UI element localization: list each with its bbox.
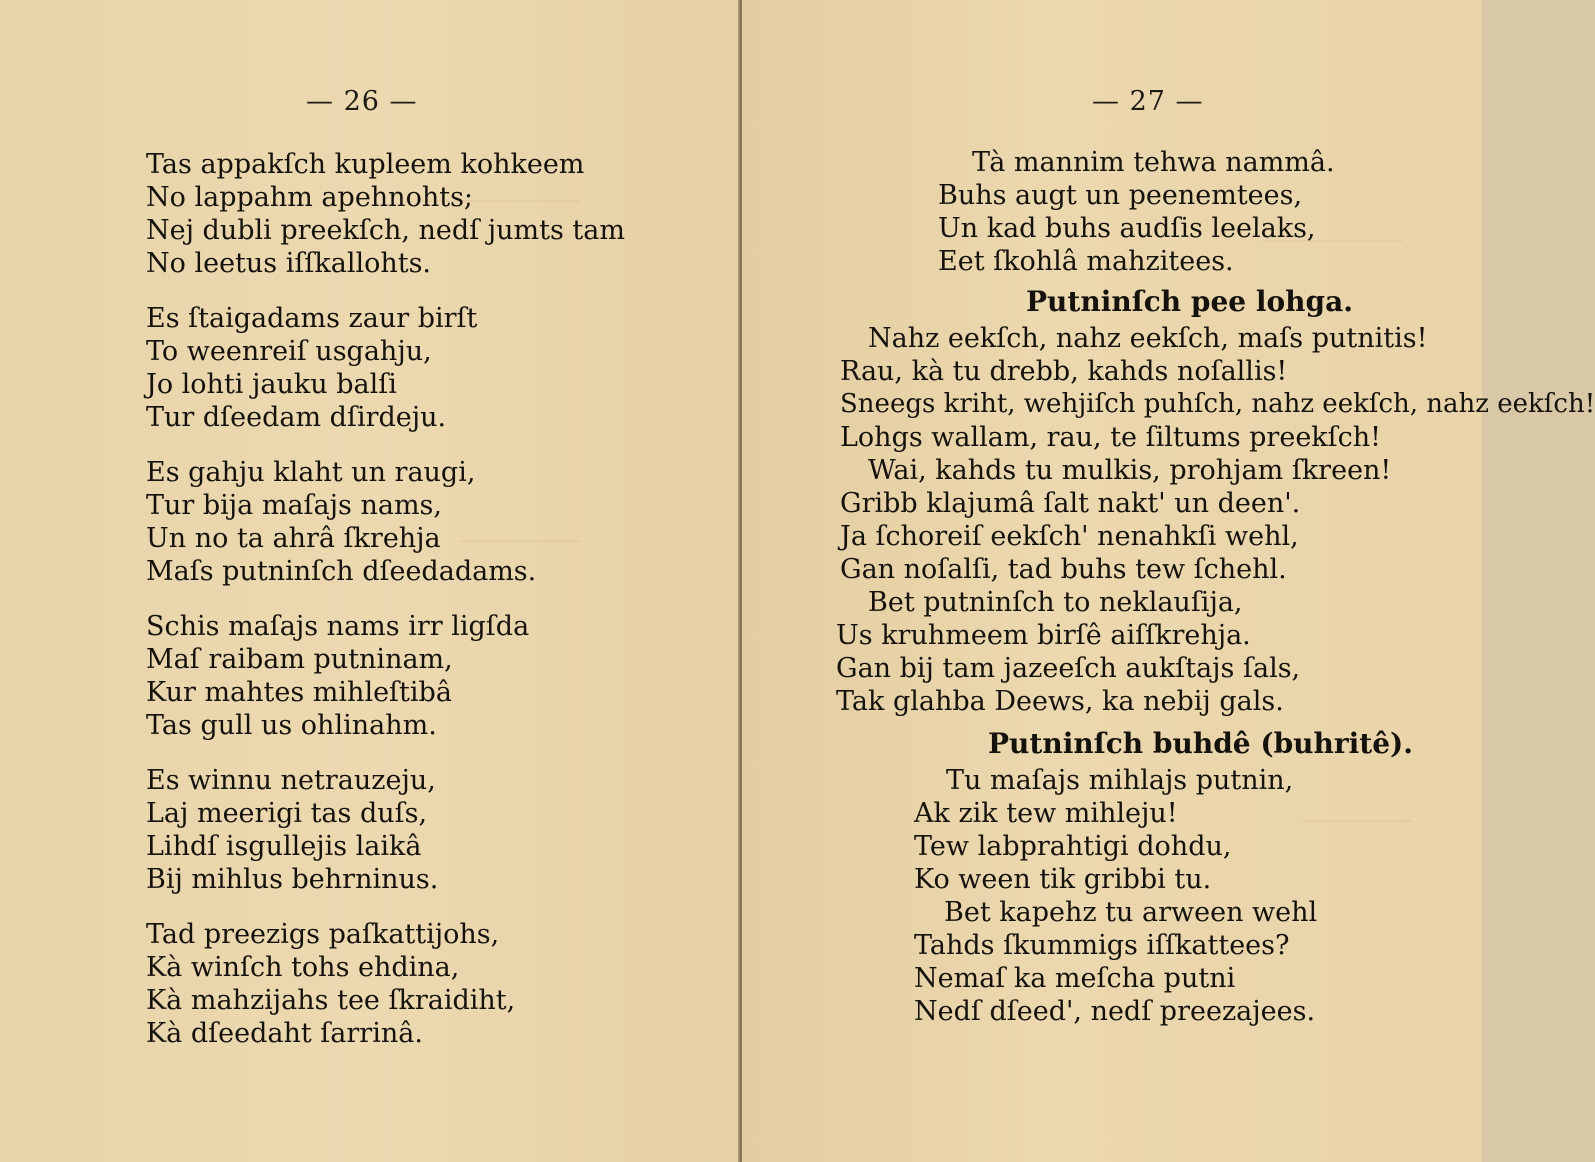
verse-line: Kà dſeedaht ſarrinâ. bbox=[146, 1018, 423, 1049]
stanza bbox=[146, 302, 625, 434]
verse-line: Es gahju klaht un raugi, bbox=[146, 457, 476, 488]
verse-line: Nedſ dſeed', nedſ preezajees. bbox=[914, 996, 1316, 1027]
verse-line: Lihdſ isgullejis laikâ bbox=[146, 831, 422, 862]
verse-line: Kur mahtes mihleſtibâ bbox=[146, 677, 452, 708]
verse-line: Eet ſkohlâ mahzitees. bbox=[938, 246, 1234, 277]
verse-line: Gan bij tam jazeeſch aukſtajs ſals, bbox=[836, 653, 1301, 684]
stanza bbox=[146, 610, 625, 742]
verse-line: Laj meerigi tas duſs, bbox=[146, 798, 428, 829]
verse-line: Wai, kahds tu mulkis, prohjam ſkreen! bbox=[868, 455, 1392, 486]
verse-line: Tas gull us ohlinahm. bbox=[146, 710, 437, 741]
verse-line: Gan noſalſi, tad buhs tew ſchehl. bbox=[840, 554, 1287, 585]
verse-line: Tak glahba Deews, ka nebij gals. bbox=[836, 686, 1284, 717]
verse-line: Jo lohti jauku balſi bbox=[146, 369, 397, 400]
verse-line: Tad preezigs paſkattijohs, bbox=[146, 919, 500, 950]
verse-line: Ja ſchoreiſ eekſch' nenahkſi wehl, bbox=[840, 521, 1299, 552]
verse-line: Es ſtaigadams zaur birſt bbox=[146, 303, 478, 334]
verse-line: To weenreiſ usgahju, bbox=[146, 336, 432, 367]
poem-putninsch-buhde bbox=[832, 764, 1595, 1028]
verse-line: Un kad buhs audſis leelaks, bbox=[938, 213, 1316, 244]
verse-line: Nej dubli preekſch, nedſ jumts tam bbox=[146, 215, 625, 246]
verse-line: No lappahm apehnohts; bbox=[146, 182, 474, 213]
verse-line: Kà mahzijahs tee ſkraidiht, bbox=[146, 985, 516, 1016]
verse-line: Ak zik tew mihleju! bbox=[914, 798, 1178, 829]
verse-line: Gribb klajumâ ſalt nakt' un deen'. bbox=[840, 488, 1301, 519]
section-heading: Putninſch pee lohga. bbox=[1026, 285, 1353, 318]
verse-line: Tà mannim tehwa nammâ. bbox=[972, 147, 1335, 178]
verse-line: Sneegs kriht, wehjiſch puhſch, nahz eekſch, nahz eekſch! bbox=[840, 389, 1595, 419]
verse-line: Nahz eekſch, nahz eekſch, maſs putnitis! bbox=[868, 323, 1428, 354]
verse-line: Bet putninſch to neklauſija, bbox=[868, 587, 1243, 618]
page-number: — 26 — bbox=[306, 86, 418, 117]
verse-line: Buhs augt un peenemtees, bbox=[938, 180, 1303, 211]
verse-line: Tur dſeedam dſirdeju. bbox=[146, 402, 447, 433]
verse-line: Maſs putninſch dſeedadams. bbox=[146, 556, 537, 587]
verse-line: Tahds ſkummigs iſſkattees? bbox=[914, 930, 1290, 961]
section-heading: Putninſch buhdê (buhritê). bbox=[988, 727, 1414, 760]
verse-line: Kà winſch tohs ehdina, bbox=[146, 952, 460, 983]
verse-line: Nemaſ ka meſcha putni bbox=[914, 963, 1236, 994]
stanza bbox=[146, 456, 625, 588]
verse-line: Es winnu netrauzeju, bbox=[146, 765, 436, 796]
stanza bbox=[146, 918, 625, 1050]
stanza bbox=[146, 764, 625, 896]
verse-line: Tu maſajs mihlajs putnin, bbox=[946, 765, 1294, 796]
page-number: — 27 — bbox=[1092, 86, 1204, 117]
verse-line: Bet kapehz tu arween wehl bbox=[944, 897, 1318, 928]
poem-text bbox=[146, 148, 625, 1050]
opening-stanza bbox=[832, 146, 1595, 278]
verse-line: Us kruhmeem birſê aiſſkrehja. bbox=[836, 620, 1251, 651]
verse-line: Tew labprahtigi dohdu, bbox=[914, 831, 1232, 862]
verse-line: Tas appakſch kupleem kohkeem bbox=[146, 149, 585, 180]
verse-line: Schis maſajs nams irr ligſda bbox=[146, 611, 530, 642]
verse-line: Lohgs wallam, rau, te ſiltums preekſch! bbox=[840, 422, 1382, 453]
right-page-text bbox=[832, 146, 1595, 1028]
verse-line: Bij mihlus behrninus. bbox=[146, 864, 439, 895]
left-page bbox=[0, 0, 740, 1162]
verse-line: Ko ween tik gribbi tu. bbox=[914, 864, 1212, 895]
verse-line: Un no ta ahrâ ſkrehja bbox=[146, 523, 441, 554]
verse-line: Tur bija maſajs nams, bbox=[146, 490, 442, 521]
verse-line: Maſ raibam putninam, bbox=[146, 644, 453, 675]
stanza bbox=[146, 148, 625, 280]
verse-line: Rau, kà tu drebb, kahds noſallis! bbox=[840, 356, 1288, 387]
poem-putninsch-pee-lohga bbox=[832, 322, 1595, 718]
verse-line: No leetus iſſkallohts. bbox=[146, 248, 432, 279]
